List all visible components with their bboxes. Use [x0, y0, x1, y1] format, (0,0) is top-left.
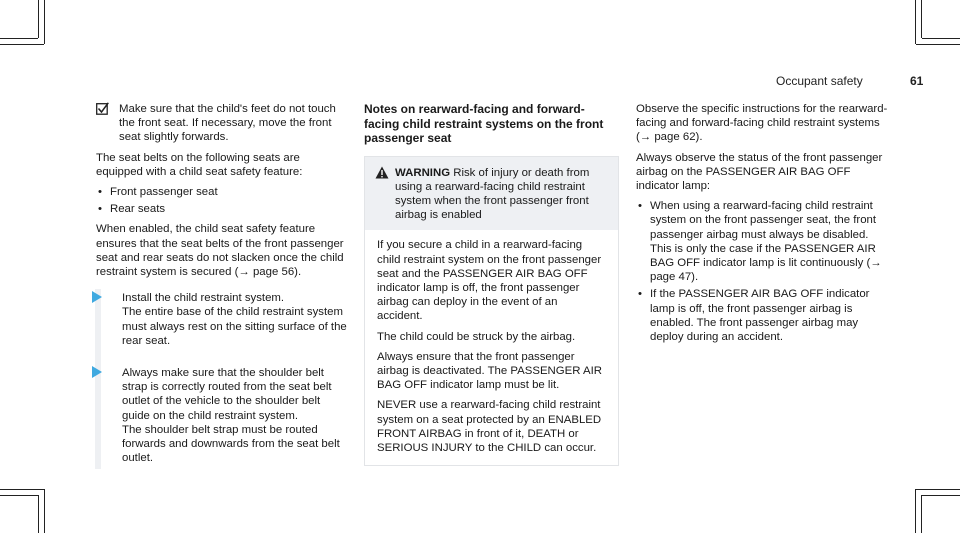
- warning-paragraph: The child could be struck by the airbag.: [377, 330, 576, 343]
- crop-mark: [916, 44, 960, 45]
- paragraph: Always observe the status of the front passenger airbag on the PASSENGER AIR BAG OFF indicator lamp:: [636, 151, 883, 193]
- checklist-text: Make sure that the child's feet do not touch the front seat. If necessary, move the front seat slightly forwards.: [119, 103, 336, 144]
- column-right: [636, 102, 888, 350]
- warning-body: [365, 230, 618, 465]
- section-heading: Notes on rearward-facing and forward-facing child restraint systems on the front passenger seat: [364, 102, 604, 145]
- paragraph: The seat belts on the following seats are equipped with a child seat safety feature:: [96, 151, 303, 178]
- warning-paragraph: If you secure a child in a rearward-facing child restraint system on the front passenger seat and the PASSENGER AIR BAG OFF indicator lamp is off, the front passenger airbag can deploy in the event of an accident.: [377, 239, 602, 323]
- crop-mark: [38, 0, 39, 38]
- warning-paragraph: Always ensure that the front passenger airbag is deactivated. The PASSENGER AIR BAG OFF indicator lamp must be lit.: [377, 350, 602, 392]
- page-number: 61: [910, 74, 924, 88]
- checkbox-icon: [96, 102, 109, 115]
- running-header: Occupant safety: [776, 74, 863, 88]
- crop-mark: [38, 495, 39, 533]
- crop-mark: [44, 489, 45, 533]
- column-left: [96, 102, 348, 469]
- warning-label: WARNING: [395, 166, 451, 179]
- crop-mark: [0, 38, 38, 39]
- crop-mark: [915, 489, 916, 533]
- list-item: • When using a rearward-facing child restraint system on the front passenger seat, the front passenger airbag must always be disabled. This is only the case if the PASSENGER AIR BAG OFF indicator lamp is lit continuously (→ page 47).: [636, 199, 888, 284]
- list-item: • Front passenger seat: [96, 185, 348, 199]
- step-arrow-icon: [92, 366, 102, 378]
- column-middle: [364, 102, 619, 466]
- crop-mark: [915, 0, 916, 44]
- step-arrow-icon: [92, 291, 102, 303]
- airbag-status-list: [636, 199, 888, 344]
- warning-headline: Risk of injury or death from using a rearward-facing child restraint system when the front passenger front airbag is enabled: [395, 166, 590, 222]
- paragraph: When enabled, the child seat safety feature ensures that the seat belts of the front passenger seat and rear seats do not slacken once the child restraint system is secured (→ page 56).: [96, 223, 344, 279]
- warning-paragraph: NEVER use a rearward-facing child restraint system on a seat protected by an ENABLED FRONT AIRBAG in front of it, DEATH or SERIOUS INJURY to the CHILD can occur.: [377, 399, 602, 454]
- crop-mark: [922, 38, 960, 39]
- seat-list: [96, 185, 348, 216]
- step-text: Always make sure that the shoulder belt strap is correctly routed from the seat belt outlet of the vehicle to the shoulder belt guide on the child restraint system. The shoulder belt strap must be routed forwards and downwards from the seat belt outlet.: [122, 367, 340, 465]
- paragraph: Observe the specific instructions for the rearward-facing and forward-facing child restraint systems (→ page 62).: [636, 103, 888, 144]
- instruction-step: [96, 356, 348, 469]
- crop-mark: [921, 0, 922, 38]
- crop-mark: [0, 44, 44, 45]
- list-item: • Rear seats: [96, 202, 348, 216]
- crop-mark: [44, 0, 45, 44]
- warning-header: [365, 157, 618, 231]
- instruction-step: [96, 289, 348, 356]
- crop-mark: [916, 489, 960, 490]
- list-item: • If the PASSENGER AIR BAG OFF indicator lamp is off, the front passenger airbag is enabled. The front passenger airbag may deploy during an accident.: [636, 287, 888, 344]
- crop-mark: [0, 489, 44, 490]
- crop-mark: [922, 495, 960, 496]
- step-text: Install the child restraint system. The entire base of the child restraint system must always rest on the sitting surface of the rear seat.: [122, 292, 347, 347]
- warning-triangle-icon: [375, 166, 389, 179]
- checklist-item: [96, 102, 348, 145]
- warning-box: [364, 156, 619, 467]
- crop-mark: [921, 495, 922, 533]
- crop-mark: [0, 495, 38, 496]
